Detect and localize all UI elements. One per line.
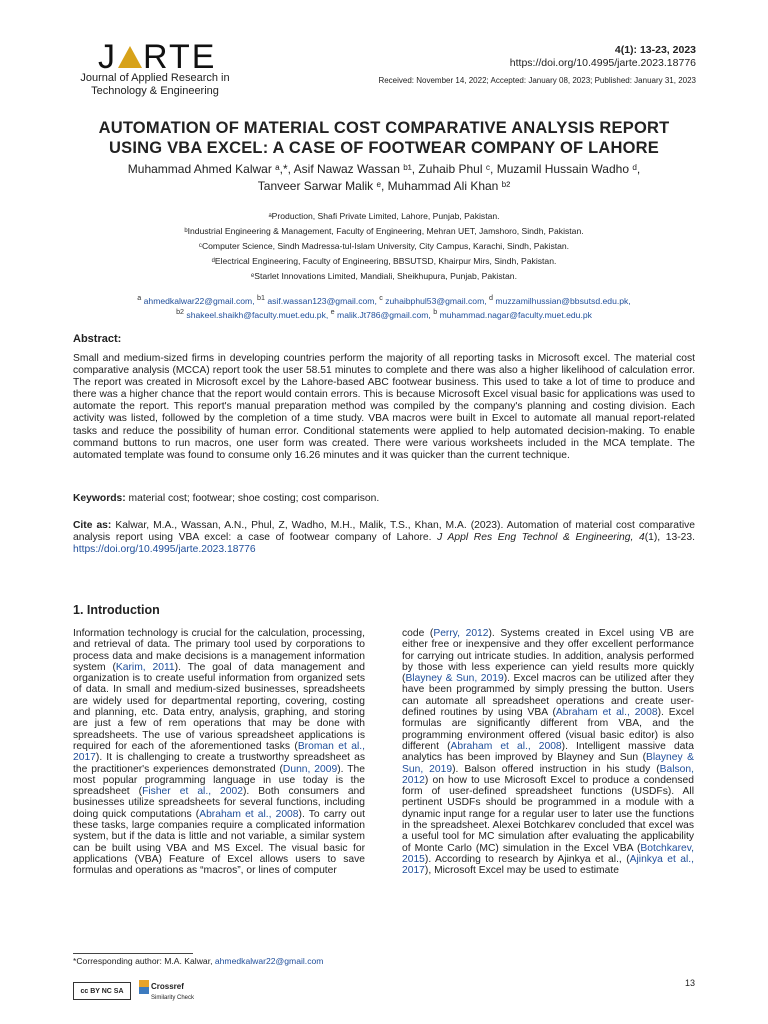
triangle-logo-icon <box>118 46 142 68</box>
body-text: Information technology is crucial for the calculation, processing, and retrieval of data. The primary tool used by corporations to process data and make decisions is a management information system ( <box>73 628 365 673</box>
email-sup: d <box>489 294 493 302</box>
article-meta <box>378 44 696 87</box>
email-link[interactable]: asif.wassan123@gmail.com <box>267 295 375 306</box>
body-column-left <box>73 628 365 877</box>
affiliation-d: ᵈElectrical Engineering, Faculty of Engineering, BBSUTSD, Khairpur Mirs, Sindh, Pakistan. <box>211 256 557 266</box>
body-column-right <box>402 628 694 877</box>
email-link[interactable]: shakeel.shaikh@faculty.muet.edu.pk <box>186 309 326 320</box>
cc-license-badge[interactable]: cc BY NC SA <box>73 982 131 1000</box>
email-link[interactable]: muhammad.nagar@faculty.muet.edu.pk <box>439 309 592 320</box>
body-text: ). Balson offered instruction in his study ( <box>452 763 660 775</box>
email-sup: b1 <box>256 294 265 302</box>
citation-link[interactable]: Blayney & Sun, 2019 <box>405 673 504 685</box>
affiliation-c: ᶜComputer Science, Sindh Madressa-tul-Islam University, City Campus, Karachi, Sindh, Pakistan. <box>198 241 570 251</box>
email-sup: b <box>433 307 438 316</box>
email-sup: e <box>330 307 335 316</box>
journal-logo: J RTE <box>98 38 217 76</box>
citation-link[interactable]: Karim, 2011 <box>115 661 175 673</box>
article-dates: Received: November 14, 2022; Accepted: January 08, 2023; Published: January 31, 2023 <box>378 76 696 85</box>
email-sup: a <box>137 294 142 302</box>
cite-journal: J Appl Res Eng Technol & Engineering, 4 <box>437 532 645 544</box>
email-sup: b2 <box>176 307 185 316</box>
abstract-heading: Abstract: <box>73 333 122 345</box>
author-list <box>60 161 708 195</box>
affiliations <box>60 209 708 284</box>
body-text: ). The most popular programming language in use today is the spreadsheet ( <box>73 763 365 798</box>
crossref-sub: Similarity Check <box>151 995 195 1001</box>
authors-line1: Muhammad Ahmed Kalwar ᵃ,*, Asif Nawaz Wassan ᵇ¹, Zuhaib Phul ᶜ, Muzamil Hussain Wadho ᵈ, <box>127 162 641 176</box>
volume-issue: 4(1): 13-23, 2023 <box>614 44 696 56</box>
affiliation-b: ᵇIndustrial Engineering & Management, Faculty of Engineering, Mehran UET, Jamshoro, Sindh, Pakistan. <box>184 226 584 236</box>
crossref-icon <box>139 980 149 994</box>
paper-title <box>60 118 708 158</box>
journal-name <box>60 72 250 98</box>
cite-issue: (1), 13-23. <box>644 532 695 544</box>
journal-name-line1: Journal of Applied Research in <box>80 72 230 84</box>
body-text: ). Systems created in Excel using VB are either free or inexpensive and they offer excellent performance for carrying out intricate studies. In addition, analysis performed by those with less experience can yield results more quickly ( <box>402 628 694 685</box>
citation-link[interactable]: Broman et al., 2017 <box>73 740 365 764</box>
body-text: ). Excel macros can be utilized after they have been programmed by simply pressing the button. Users can automate all spreadsheet operations and create user-defined routines by using VBA ( <box>402 673 694 719</box>
journal-name-line2: Technology & Engineering <box>91 85 219 97</box>
keywords <box>73 493 695 504</box>
abstract-body: Small and medium-sized firms in developing countries perform the majority of all reporting tasks in Microsoft excel. The material cost comparative analysis (MCCA) report took the user 58.51 minutes to complete and there was also a higher likelihood of calculation error. The report was created in Microsoft excel by the Lahore-based ABC footwear business. This used to take a lot of time to produce and there was a higher chance that the report would contain errors. This is because Microsoft Excel visual basic for applications was used to automate the report. This report's manual preparation method was compiled by the company's planning and costing division. Each activity was listed, followed by the completion of a time study. VBA macros were built in Excel to automate all manual report-related tasks and reduce the possibility of human error. Conditional statements were applied to help automated decision-making. To enable command buttons to run macros, one user form was created. There were various worksheets included in the MCA template. The automated template was found to consume only 16.26 minutes and it was quicker than the current technique. <box>73 353 695 461</box>
authors-line2: Tanveer Sarwar Malik ᵉ, Muhammad Ali Khan ᵇ² <box>257 179 511 193</box>
cite-text: Kalwar, M.A., Wassan, A.N., Phul, Z, Wadho, M.H., Malik, T.S., Khan, M.A. (2023). Automation of material cost comparative analysis report using VBA excel: a case of footwear company of Lahore. <box>73 520 695 544</box>
crossref-label: Crossref <box>151 982 184 992</box>
cite-doi-link[interactable]: https://doi.org/10.4995/jarte.2023.18776 <box>73 544 256 556</box>
citation-link[interactable]: Dunn, 2009 <box>282 763 338 775</box>
title-line2: USING VBA EXCEL: A CASE OF FOOTWEAR COMPANY OF LAHORE <box>109 139 659 157</box>
footnote-label: *Corresponding author: M.A. Kalwar, <box>73 956 213 966</box>
affiliation-a: ᵃProduction, Shafi Private Limited, Lahore, Punjab, Pakistan. <box>268 211 500 221</box>
body-text: ). According to research by Ajinkya et al., ( <box>424 853 630 865</box>
body-text: ), Microsoft Excel may be used to estimate <box>424 865 619 877</box>
cite-label: Cite as: <box>73 520 112 531</box>
citation-link[interactable]: Botchkarev, 2015 <box>402 842 694 865</box>
footnote-email-link[interactable]: ahmedkalwar22@gmail.com <box>214 956 324 966</box>
email-link[interactable]: zuhaibphul53@gmail.com <box>385 295 485 306</box>
citation-link[interactable]: Abraham et al., 2008 <box>199 808 299 820</box>
citation-link[interactable]: Fisher et al., 2002 <box>142 786 243 798</box>
keywords-label: Keywords: <box>73 493 126 504</box>
citation-link[interactable]: Balson, 2012 <box>402 763 694 786</box>
page-number: 13 <box>684 978 695 988</box>
citation-link[interactable]: Ajinkya et al., 2017 <box>402 853 694 877</box>
email-link[interactable]: muzzamilhussian@bbsutsd.edu.pk <box>495 295 629 306</box>
email-link[interactable]: ahmedkalwar22@gmail.com <box>143 295 253 306</box>
body-text: ). Intelligent massive data analytics has been improved by Blayney and Sun ( <box>402 740 694 764</box>
cite-as <box>73 520 695 556</box>
section-heading: 1. Introduction <box>73 603 160 617</box>
email-sup: c <box>379 294 383 302</box>
footnote-divider <box>73 953 193 954</box>
body-text: code ( <box>402 628 434 639</box>
citation-link[interactable]: Blayney & Sun, 2019 <box>402 752 694 775</box>
body-text: ) on how to use Microsoft Excel to produce a condensed form of user-defined spreadsheet functions (USDFs). All pertinent USDFs should be programmed in a module with a dynamic input range for a regular user to later use the functions in the spreadsheet. Alexei Botchkarev concluded that excel was a useful tool for MC simulation after evaluating the applicability of Monte Carlo (MC) simulation in the Excel VBA ( <box>402 774 694 854</box>
body-text: ). To carry out these tasks, large companies require a complicated information system, but if the data is little and not variable, a similar system can be built using VBA and MS Excel. The visual basic for applications (VBA) Feature of Excel allows users to save formulas and operations as “macros”, or lines of computer <box>73 808 365 877</box>
crossref-badge[interactable] <box>139 980 194 1003</box>
citation-link[interactable]: Abraham et al., 2008 <box>450 740 562 752</box>
body-text: ). The goal of data management and organization is to create useful information from organized sets of data. In small and medium-sized businesses, spreadsheets are widely used for departmental reporting, covering, costing and planning, etc. Data entry, analysis, graphing, and storing are just a few of rem operations that may be done with spreadsheets. The use of various spreadsheet applications is required for each of the aforementioned tasks ( <box>73 661 365 752</box>
doi-link[interactable]: https://doi.org/10.4995/jarte.2023.18776 <box>509 57 696 69</box>
footnote <box>73 956 323 966</box>
body-text: ). Excel formulas are significantly different from VBA, and the programming environment offered (visual basic editor) is also different ( <box>402 707 694 752</box>
email-link[interactable]: malik.Jt786@gmail.com <box>337 309 429 320</box>
affiliation-e: ᵉStarlet Innovations Limited, Mandiali, Sheikhupura, Punjab, Pakistan. <box>251 271 517 281</box>
body-text: ). Both consumers and businesses utilize spreadsheets for several functions, including doing quick computations ( <box>73 786 365 820</box>
citation-link[interactable]: Abraham et al., 2008 <box>555 707 658 719</box>
citation-link[interactable]: Perry, 2012 <box>433 628 489 639</box>
body-text: ). It is challenging to create a trustworthy spreadsheet as the practitioner's experiences demonstrated ( <box>73 752 365 775</box>
title-line1: AUTOMATION OF MATERIAL COST COMPARATIVE ANALYSIS REPORT <box>98 119 670 137</box>
author-emails: $^a$ ahmedkalwar22@gmail.com, $^{b1}$ asif.wassan123@gmail.com, $^c$ zuhaibphul53@gmail.com, $^d$ muzzamilhussian@bbsutsd.edu.pk, $^{b2}$ shakeel.shaikh@faculty.muet.edu.pk, $^e$ malik.Jt786@gmail.com, $^b$ muhammad.nagar@faculty.muet.edu.pk <box>137 294 631 320</box>
keywords-text: material cost; footwear; shoe costing; cost comparison. <box>128 493 380 504</box>
